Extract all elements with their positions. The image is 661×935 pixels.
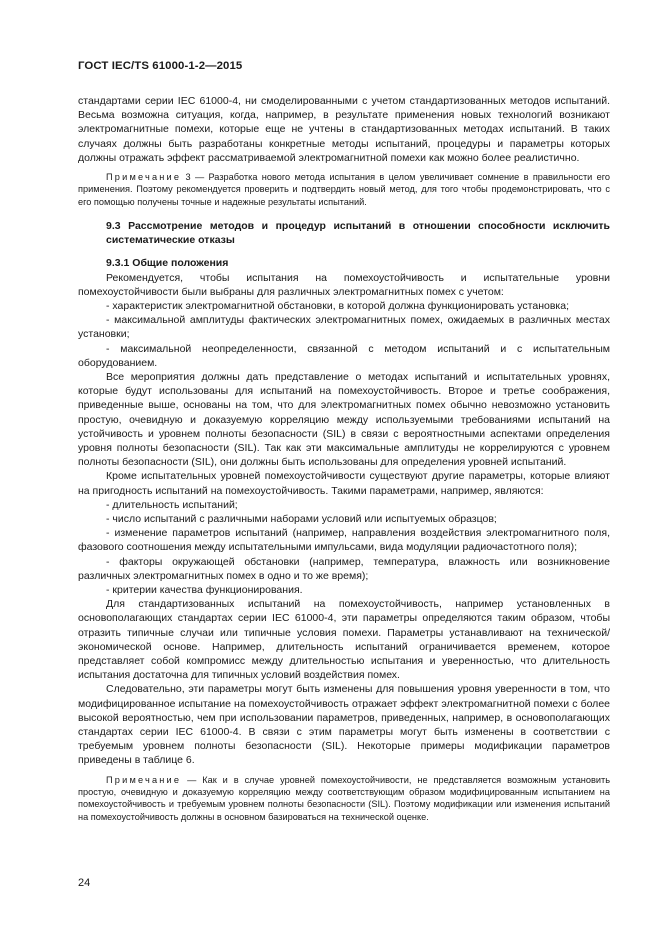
paragraph: Следовательно, эти параметры могут быть изменены для повышения уровня уверенности в том, что модифицированное испытание на помехоустойчивость отражает эффект электромагнитной помехи с более высокой вероятностью, чем при использовании параметров, приведенных, например, в основополагающих стандартах серии IEC 61000-4. В связи с этим параметры могут быть изменены в соответствии с требуемым уровнем полноты безопасности (SIL). Некоторые примеры модификации параметров приведены в таблице 6. <box>78 683 610 767</box>
list-item: - факторы окружающей обстановки (например, температура, влажность или возникновение различных электромагнитных помех в одно и то же время); <box>78 555 610 582</box>
page-number: 24 <box>78 877 91 889</box>
paragraph: Кроме испытательных уровней помехоустойчивости существуют другие параметры, которые влияют на пригодность испытаний на помехоустойчивость. Такими параметрами, например, являются: <box>78 470 610 497</box>
note-text: — Как и в случае уровней помехоустойчивости, не представляется возможным установить простую, очевидную и доказуемую корреляцию между соответствующим образом модифицированным испытанием на помехоустойчивость и требуемым уровнем полноты безопасности (SIL). Поэтому модификации или изменения испытаний на помехоустойчивость должны в основном базироваться на технической оценке. <box>78 774 610 822</box>
paragraph: Рекомендуется, чтобы испытания на помехоустойчивость и испытательные уровни помехоустойчивости были выбраны для различных электромагнитных помех с учетом: <box>78 271 610 298</box>
page-header: ГОСТ IEC/TS 61000-1-2—2015 <box>78 60 243 72</box>
note-final <box>78 774 610 823</box>
note-3 <box>78 171 610 208</box>
list-item: - характеристик электромагнитной обстановки, в которой должна функционировать установка; <box>106 299 569 312</box>
list-item: - максимальной амплитуды фактических электромагнитных помех, ожидаемых в различных местах установки; <box>78 314 610 341</box>
list-item: - длительность испытаний; <box>106 498 238 511</box>
note-label: Примечание <box>106 172 182 183</box>
document-body <box>78 94 610 823</box>
list-item: - критерии качества функционирования. <box>106 583 303 596</box>
intro-paragraph: стандартами серии IEC 61000-4, ни смоделированными с учетом стандартизованных методов испытаний. Весьма возможна ситуация, когда, например, в результате применения новых технологий возникают электромагнитные помехи, которые еще не учтены в стандартизованных методах испытаний. В таких случаях должны быть разработаны конкретные методы испытаний, процедуры и параметры которых должны отражать эффект рассматриваемой электромагнитной помехи как можно более реалистично. <box>78 95 610 164</box>
paragraph: Для стандартизованных испытаний на помехоустойчивость, например установленных в основополагающих стандартах серии IEC 61000-4, эти параметры определяются таким образом, чтобы отразить типичные случаи или типичные условия помехи. Параметры устанавливают на технической/экономической основе. Например, длительность испытаний ограничивается временем, которое представляет собой компромисс между длительностью испытания и уверенностью, что длительность испытания достаточна для типичных условий воздействия помех. <box>78 598 610 682</box>
list-item: - максимальной неопределенности, связанной с методом испытаний и с испытательным оборудованием. <box>78 342 610 369</box>
note-text: 3 — Разработка нового метода испытания в целом увеличивает сомнение в правильности его применения. Поэтому рекомендуется проверить и подтвердить новый метод, для того чтобы продемонстрировать, что с его помощью получены точные и надежные результаты испытаний. <box>78 172 610 207</box>
list-item: - изменение параметров испытаний (например, направления воздействия электромагнитного поля, фазового соотношения между испытательными импульсами, вида модуляции радиочастотного поля); <box>78 527 610 554</box>
note-label: Примечание <box>106 774 182 785</box>
list-item: - число испытаний с различными наборами условий или испытуемых образцов; <box>106 512 497 525</box>
subsection-heading: 9.3.1 Общие положения <box>106 257 229 270</box>
paragraph: Все мероприятия должны дать представление о методах испытаний и испытательных уровнях, которые будут использованы для испытаний на помехоустойчивость. Второе и третье соображения, приведенные выше, основаны на том, что для электромагнитных помех обычно невозможно установить простую, очевидную и доказуемую корреляцию между используемыми требованиями испытаний на устойчивость и уровнем полноты безопасности (SIL) в связи с вероятностными аспектами определения уровня полноты безопасности (SIL). Так как эти максимальные амплитуды не коррелируются с уровнем полноты безопасности (SIL), они должны быть использованы для определения уровней испытаний. <box>78 370 610 469</box>
section-heading: 9.3 Рассмотрение методов и процедур испытаний в отношении способности исключить систематические отказы <box>106 219 610 247</box>
